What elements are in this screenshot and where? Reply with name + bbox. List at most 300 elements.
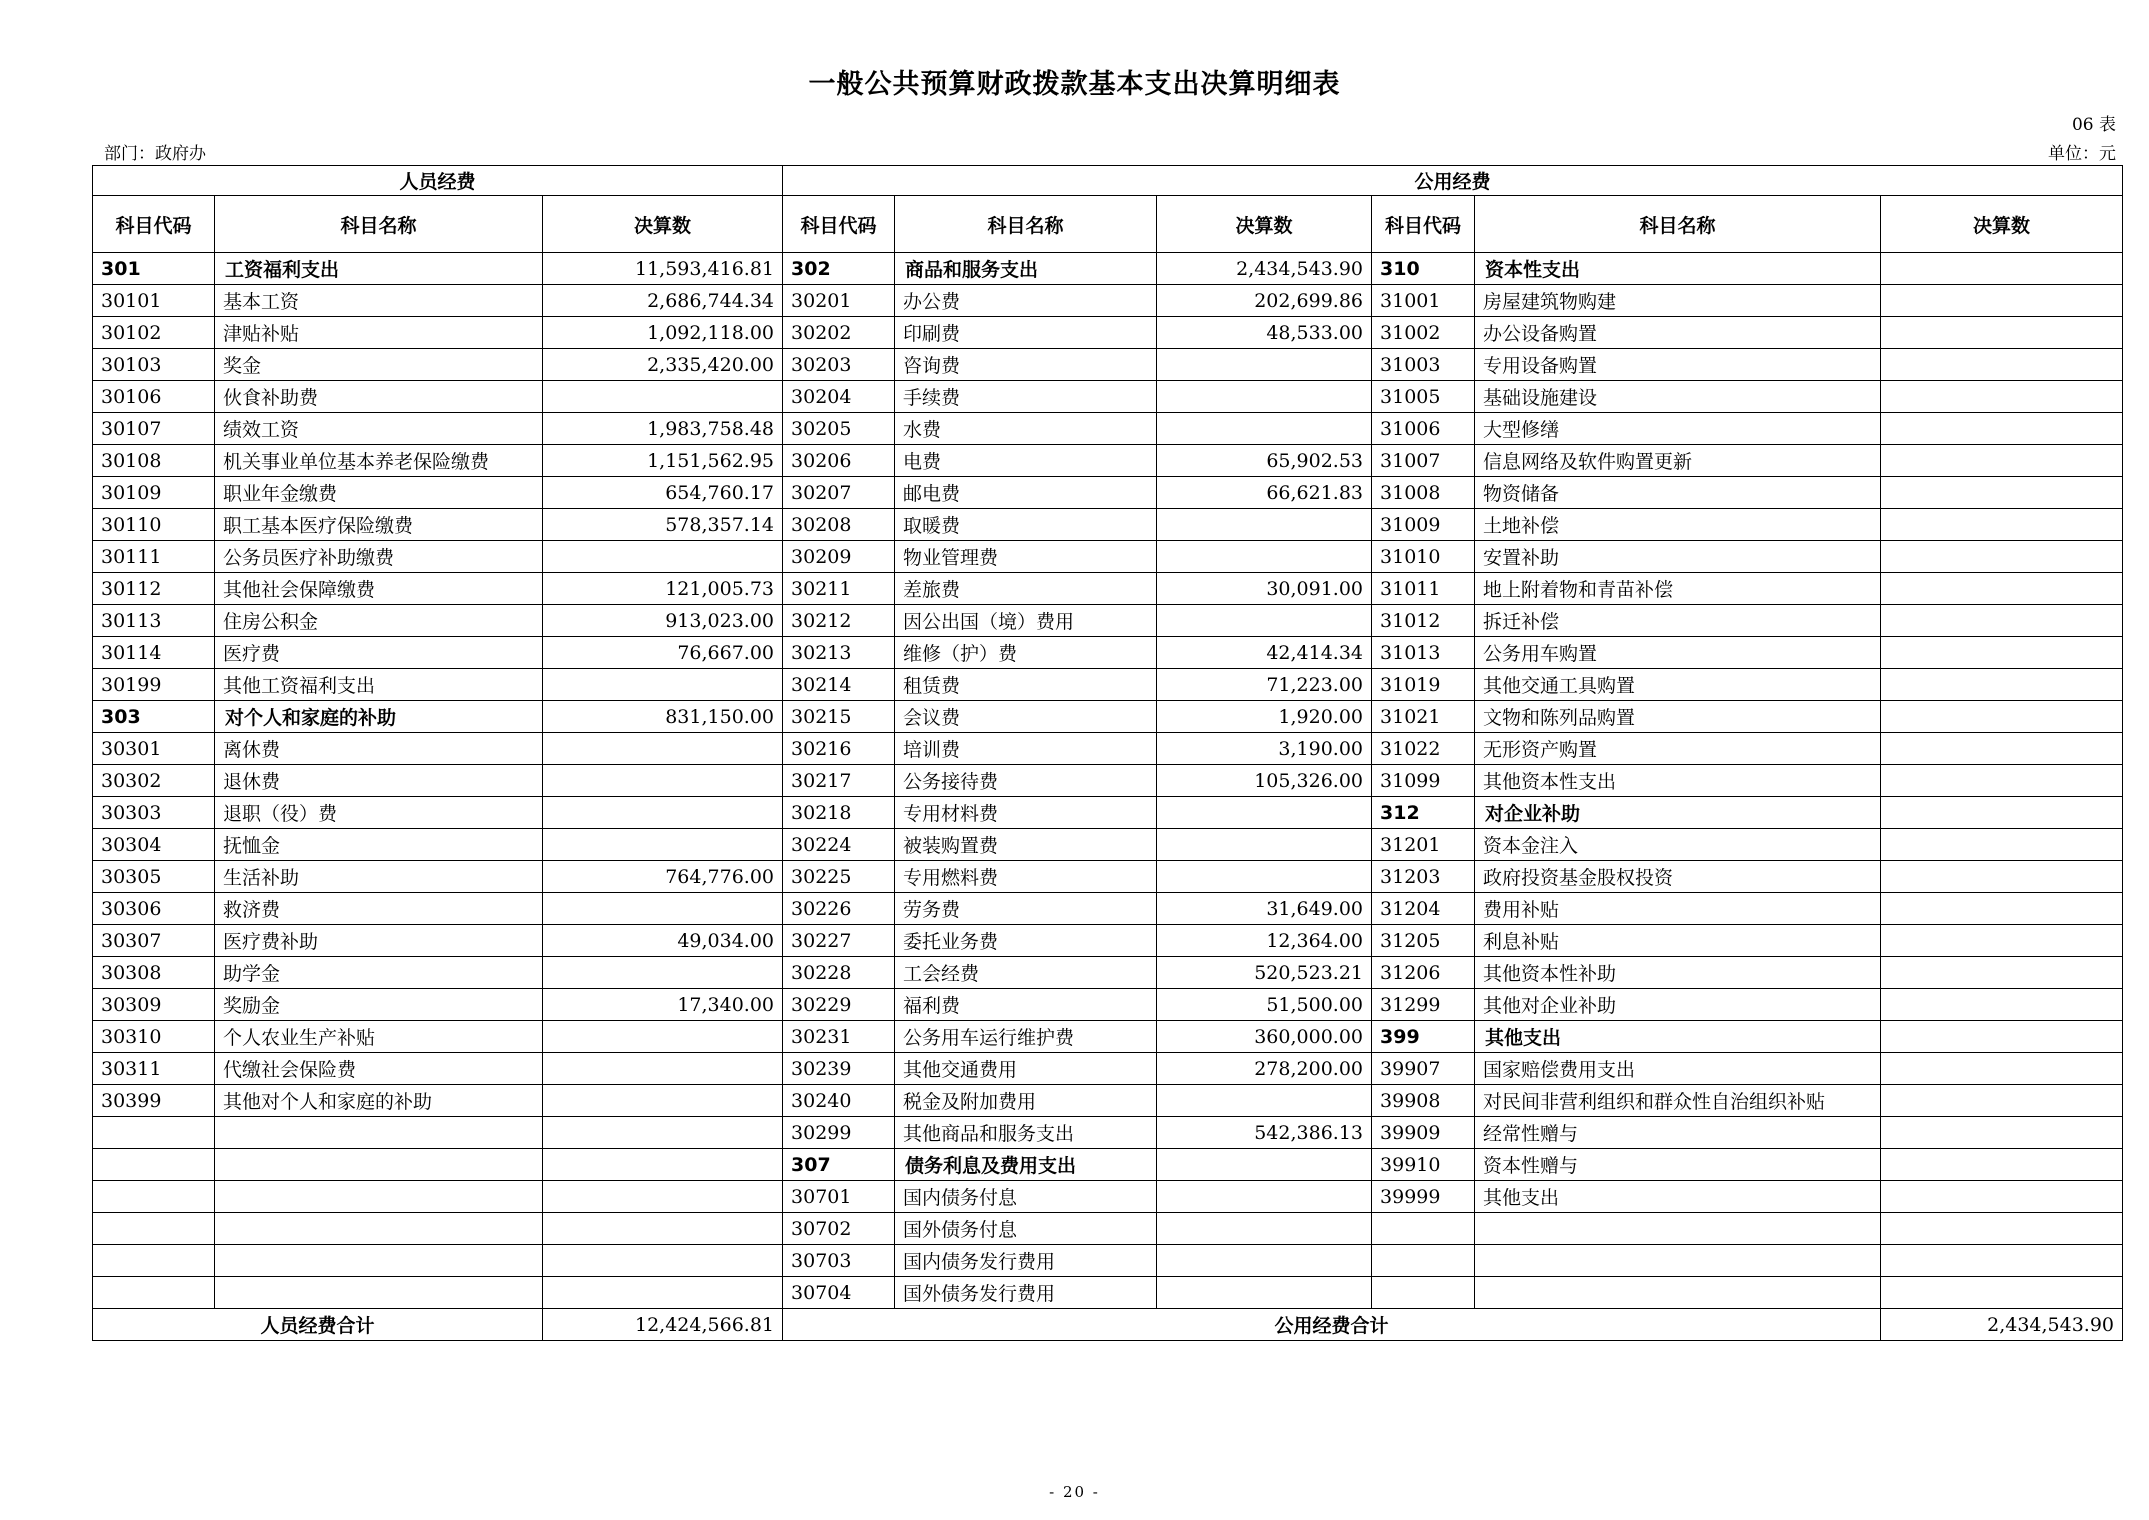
code-cell: 30207 bbox=[783, 477, 895, 509]
header-name: 科目名称 bbox=[895, 196, 1157, 253]
department-label: 部门：政府办 bbox=[104, 144, 206, 164]
code-cell: 31013 bbox=[1372, 637, 1475, 669]
amount-cell: 65,902.53 bbox=[1157, 445, 1372, 477]
name-cell bbox=[1475, 1277, 1881, 1309]
table-row bbox=[93, 861, 2123, 893]
table-row bbox=[93, 1245, 2123, 1277]
amount-cell: 12,364.00 bbox=[1157, 925, 1372, 957]
code-cell: 30110 bbox=[93, 509, 215, 541]
name-cell: 退休费 bbox=[215, 765, 543, 797]
amount-cell bbox=[1881, 1213, 2123, 1245]
name-cell: 其他交通工具购置 bbox=[1475, 669, 1881, 701]
name-cell: 培训费 bbox=[895, 733, 1157, 765]
table-row bbox=[93, 605, 2123, 637]
name-cell: 奖金 bbox=[215, 349, 543, 381]
name-cell: 其他社会保障缴费 bbox=[215, 573, 543, 605]
code-cell: 31008 bbox=[1372, 477, 1475, 509]
amount-cell bbox=[1881, 317, 2123, 349]
table-row bbox=[93, 509, 2123, 541]
header-amount: 决算数 bbox=[1881, 196, 2123, 253]
name-cell bbox=[215, 1117, 543, 1149]
code-cell: 30215 bbox=[783, 701, 895, 733]
code-cell: 30308 bbox=[93, 957, 215, 989]
table-row bbox=[93, 381, 2123, 413]
amount-cell: 542,386.13 bbox=[1157, 1117, 1372, 1149]
amount-cell: 2,686,744.34 bbox=[543, 285, 783, 317]
amount-cell: 1,983,758.48 bbox=[543, 413, 783, 445]
name-cell: 其他对企业补助 bbox=[1475, 989, 1881, 1021]
amount-cell bbox=[1157, 861, 1372, 893]
amount-cell bbox=[1881, 381, 2123, 413]
code-cell: 30304 bbox=[93, 829, 215, 861]
name-cell: 商品和服务支出 bbox=[895, 253, 1157, 285]
code-cell: 30303 bbox=[93, 797, 215, 829]
amount-cell: 202,699.86 bbox=[1157, 285, 1372, 317]
public-total-amount: 2,434,543.90 bbox=[1881, 1309, 2123, 1341]
name-cell bbox=[1475, 1245, 1881, 1277]
table-row bbox=[93, 637, 2123, 669]
code-cell: 30209 bbox=[783, 541, 895, 573]
name-cell: 物业管理费 bbox=[895, 541, 1157, 573]
code-cell: 31203 bbox=[1372, 861, 1475, 893]
name-cell: 其他资本性补助 bbox=[1475, 957, 1881, 989]
header-amount: 决算数 bbox=[1157, 196, 1372, 253]
name-cell: 费用补贴 bbox=[1475, 893, 1881, 925]
name-cell: 其他资本性支出 bbox=[1475, 765, 1881, 797]
code-cell: 31006 bbox=[1372, 413, 1475, 445]
amount-cell bbox=[1881, 1245, 2123, 1277]
name-cell: 生活补助 bbox=[215, 861, 543, 893]
header-amount: 决算数 bbox=[543, 196, 783, 253]
amount-cell bbox=[1157, 413, 1372, 445]
amount-cell: 831,150.00 bbox=[543, 701, 783, 733]
code-cell: 30202 bbox=[783, 317, 895, 349]
code-cell: 31012 bbox=[1372, 605, 1475, 637]
name-cell bbox=[215, 1245, 543, 1277]
amount-cell bbox=[1881, 765, 2123, 797]
name-cell: 其他商品和服务支出 bbox=[895, 1117, 1157, 1149]
code-cell: 30301 bbox=[93, 733, 215, 765]
table-row bbox=[93, 989, 2123, 1021]
code-cell bbox=[93, 1117, 215, 1149]
code-cell: 30111 bbox=[93, 541, 215, 573]
name-cell: 公务接待费 bbox=[895, 765, 1157, 797]
amount-cell: 42,414.34 bbox=[1157, 637, 1372, 669]
code-cell: 30229 bbox=[783, 989, 895, 1021]
public-total-label: 公用经费合计 bbox=[783, 1309, 1881, 1341]
table-row bbox=[93, 893, 2123, 925]
amount-cell bbox=[1881, 1181, 2123, 1213]
amount-cell bbox=[1881, 477, 2123, 509]
name-cell: 印刷费 bbox=[895, 317, 1157, 349]
name-cell: 安置补助 bbox=[1475, 541, 1881, 573]
amount-cell bbox=[1881, 701, 2123, 733]
amount-cell bbox=[1881, 669, 2123, 701]
code-cell: 30211 bbox=[783, 573, 895, 605]
code-cell: 30114 bbox=[93, 637, 215, 669]
name-cell: 取暖费 bbox=[895, 509, 1157, 541]
name-cell: 文物和陈列品购置 bbox=[1475, 701, 1881, 733]
code-cell: 30309 bbox=[93, 989, 215, 1021]
code-cell: 30217 bbox=[783, 765, 895, 797]
name-cell: 差旅费 bbox=[895, 573, 1157, 605]
code-cell: 31010 bbox=[1372, 541, 1475, 573]
amount-cell: 578,357.14 bbox=[543, 509, 783, 541]
amount-cell bbox=[1881, 253, 2123, 285]
amount-cell: 49,034.00 bbox=[543, 925, 783, 957]
name-cell bbox=[215, 1213, 543, 1245]
table-row bbox=[93, 445, 2123, 477]
table-row bbox=[93, 1213, 2123, 1245]
name-cell: 手续费 bbox=[895, 381, 1157, 413]
name-cell: 办公设备购置 bbox=[1475, 317, 1881, 349]
name-cell: 委托业务费 bbox=[895, 925, 1157, 957]
code-cell: 30307 bbox=[93, 925, 215, 957]
table-row bbox=[93, 1149, 2123, 1181]
name-cell: 租赁费 bbox=[895, 669, 1157, 701]
amount-cell bbox=[543, 1149, 783, 1181]
name-cell: 代缴社会保险费 bbox=[215, 1053, 543, 1085]
amount-cell bbox=[1881, 989, 2123, 1021]
name-cell: 专用设备购置 bbox=[1475, 349, 1881, 381]
name-cell: 税金及附加费用 bbox=[895, 1085, 1157, 1117]
amount-cell bbox=[1881, 861, 2123, 893]
name-cell: 被装购置费 bbox=[895, 829, 1157, 861]
name-cell bbox=[1475, 1213, 1881, 1245]
amount-cell bbox=[543, 541, 783, 573]
code-cell: 30228 bbox=[783, 957, 895, 989]
amount-cell: 1,092,118.00 bbox=[543, 317, 783, 349]
name-cell: 大型修缮 bbox=[1475, 413, 1881, 445]
name-cell: 基本工资 bbox=[215, 285, 543, 317]
code-cell: 39907 bbox=[1372, 1053, 1475, 1085]
header-name: 科目名称 bbox=[215, 196, 543, 253]
name-cell: 住房公积金 bbox=[215, 605, 543, 637]
table-row bbox=[93, 285, 2123, 317]
amount-cell bbox=[543, 957, 783, 989]
name-cell: 其他工资福利支出 bbox=[215, 669, 543, 701]
name-cell: 专用材料费 bbox=[895, 797, 1157, 829]
name-cell: 职工基本医疗保险缴费 bbox=[215, 509, 543, 541]
table-row bbox=[93, 541, 2123, 573]
code-cell: 31011 bbox=[1372, 573, 1475, 605]
code-cell: 30239 bbox=[783, 1053, 895, 1085]
name-cell: 机关事业单位基本养老保险缴费 bbox=[215, 445, 543, 477]
amount-cell bbox=[543, 669, 783, 701]
name-cell: 对企业补助 bbox=[1475, 797, 1881, 829]
name-cell: 公务用车运行维护费 bbox=[895, 1021, 1157, 1053]
table-row bbox=[93, 253, 2123, 285]
amount-cell bbox=[543, 1021, 783, 1053]
name-cell: 其他支出 bbox=[1475, 1181, 1881, 1213]
name-cell: 电费 bbox=[895, 445, 1157, 477]
table-row bbox=[93, 317, 2123, 349]
amount-cell bbox=[543, 893, 783, 925]
code-cell: 30107 bbox=[93, 413, 215, 445]
table-row bbox=[93, 829, 2123, 861]
code-cell bbox=[93, 1149, 215, 1181]
amount-cell bbox=[1881, 285, 2123, 317]
table-row bbox=[93, 1053, 2123, 1085]
code-cell bbox=[1372, 1213, 1475, 1245]
name-cell: 国家赔偿费用支出 bbox=[1475, 1053, 1881, 1085]
name-cell: 国内债务付息 bbox=[895, 1181, 1157, 1213]
code-cell: 30703 bbox=[783, 1245, 895, 1277]
code-cell: 30201 bbox=[783, 285, 895, 317]
amount-cell bbox=[1157, 1213, 1372, 1245]
code-cell: 30213 bbox=[783, 637, 895, 669]
code-cell: 31205 bbox=[1372, 925, 1475, 957]
name-cell: 维修（护）费 bbox=[895, 637, 1157, 669]
code-cell: 30310 bbox=[93, 1021, 215, 1053]
code-cell: 30224 bbox=[783, 829, 895, 861]
code-cell: 31099 bbox=[1372, 765, 1475, 797]
header-code: 科目代码 bbox=[783, 196, 895, 253]
table-row bbox=[93, 669, 2123, 701]
personnel-total-amount: 12,424,566.81 bbox=[543, 1309, 783, 1341]
amount-cell bbox=[1881, 573, 2123, 605]
code-cell: 30101 bbox=[93, 285, 215, 317]
name-cell: 助学金 bbox=[215, 957, 543, 989]
code-cell: 30102 bbox=[93, 317, 215, 349]
table-row bbox=[93, 349, 2123, 381]
amount-cell: 360,000.00 bbox=[1157, 1021, 1372, 1053]
code-cell: 30306 bbox=[93, 893, 215, 925]
code-cell: 30240 bbox=[783, 1085, 895, 1117]
amount-cell: 1,151,562.95 bbox=[543, 445, 783, 477]
totals-row bbox=[93, 1309, 2123, 1341]
table-row bbox=[93, 925, 2123, 957]
code-cell: 30231 bbox=[783, 1021, 895, 1053]
code-cell: 30212 bbox=[783, 605, 895, 637]
name-cell: 工资福利支出 bbox=[215, 253, 543, 285]
amount-cell bbox=[1157, 1277, 1372, 1309]
amount-cell bbox=[1881, 445, 2123, 477]
name-cell: 医疗费 bbox=[215, 637, 543, 669]
amount-cell bbox=[1881, 605, 2123, 637]
code-cell: 39999 bbox=[1372, 1181, 1475, 1213]
code-cell: 30204 bbox=[783, 381, 895, 413]
header-code: 科目代码 bbox=[1372, 196, 1475, 253]
amount-cell: 66,621.83 bbox=[1157, 477, 1372, 509]
name-cell: 无形资产购置 bbox=[1475, 733, 1881, 765]
table-row bbox=[93, 1085, 2123, 1117]
table-row bbox=[93, 1181, 2123, 1213]
amount-cell: 76,667.00 bbox=[543, 637, 783, 669]
name-cell: 对个人和家庭的补助 bbox=[215, 701, 543, 733]
name-cell: 资本性赠与 bbox=[1475, 1149, 1881, 1181]
amount-cell bbox=[543, 797, 783, 829]
name-cell: 办公费 bbox=[895, 285, 1157, 317]
amount-cell bbox=[1881, 1021, 2123, 1053]
amount-cell: 1,920.00 bbox=[1157, 701, 1372, 733]
name-cell: 劳务费 bbox=[895, 893, 1157, 925]
code-cell: 31001 bbox=[1372, 285, 1475, 317]
page-title: 一般公共预算财政拨款基本支出决算明细表 bbox=[808, 69, 1341, 100]
amount-cell bbox=[543, 1277, 783, 1309]
table-row bbox=[93, 573, 2123, 605]
code-cell: 31201 bbox=[1372, 829, 1475, 861]
code-cell: 30701 bbox=[783, 1181, 895, 1213]
amount-cell bbox=[543, 1053, 783, 1085]
amount-cell bbox=[1157, 829, 1372, 861]
code-cell: 31005 bbox=[1372, 381, 1475, 413]
name-cell: 资本金注入 bbox=[1475, 829, 1881, 861]
amount-cell bbox=[1881, 413, 2123, 445]
name-cell: 国外债务发行费用 bbox=[895, 1277, 1157, 1309]
name-cell: 咨询费 bbox=[895, 349, 1157, 381]
code-cell bbox=[93, 1277, 215, 1309]
code-cell: 30112 bbox=[93, 573, 215, 605]
code-cell: 30702 bbox=[783, 1213, 895, 1245]
name-cell: 对民间非营利组织和群众性自治组织补贴 bbox=[1475, 1085, 1881, 1117]
header-name: 科目名称 bbox=[1475, 196, 1881, 253]
name-cell: 工会经费 bbox=[895, 957, 1157, 989]
code-cell: 30214 bbox=[783, 669, 895, 701]
amount-cell: 17,340.00 bbox=[543, 989, 783, 1021]
code-cell bbox=[93, 1245, 215, 1277]
amount-cell bbox=[1157, 1085, 1372, 1117]
name-cell: 基础设施建设 bbox=[1475, 381, 1881, 413]
name-cell: 其他交通费用 bbox=[895, 1053, 1157, 1085]
name-cell: 房屋建筑物购建 bbox=[1475, 285, 1881, 317]
amount-cell bbox=[1881, 1117, 2123, 1149]
name-cell: 公务员医疗补助缴费 bbox=[215, 541, 543, 573]
name-cell: 抚恤金 bbox=[215, 829, 543, 861]
code-cell: 30226 bbox=[783, 893, 895, 925]
amount-cell: 11,593,416.81 bbox=[543, 253, 783, 285]
name-cell: 政府投资基金股权投资 bbox=[1475, 861, 1881, 893]
amount-cell bbox=[1881, 733, 2123, 765]
expenditure-table bbox=[92, 165, 2123, 1341]
amount-cell bbox=[1881, 957, 2123, 989]
amount-cell: 71,223.00 bbox=[1157, 669, 1372, 701]
amount-cell bbox=[1157, 381, 1372, 413]
code-cell: 39910 bbox=[1372, 1149, 1475, 1181]
code-cell: 31206 bbox=[1372, 957, 1475, 989]
code-cell: 31022 bbox=[1372, 733, 1475, 765]
code-cell: 30218 bbox=[783, 797, 895, 829]
amount-cell: 121,005.73 bbox=[543, 573, 783, 605]
name-cell bbox=[215, 1149, 543, 1181]
name-cell: 资本性支出 bbox=[1475, 253, 1881, 285]
name-cell: 物资储备 bbox=[1475, 477, 1881, 509]
table-row bbox=[93, 765, 2123, 797]
name-cell: 救济费 bbox=[215, 893, 543, 925]
name-cell: 拆迁补偿 bbox=[1475, 605, 1881, 637]
amount-cell bbox=[1157, 1245, 1372, 1277]
code-cell bbox=[1372, 1277, 1475, 1309]
amount-cell bbox=[543, 1085, 783, 1117]
section-personnel: 人员经费 bbox=[93, 166, 783, 196]
amount-cell: 3,190.00 bbox=[1157, 733, 1372, 765]
code-cell: 30399 bbox=[93, 1085, 215, 1117]
code-cell: 310 bbox=[1372, 253, 1475, 285]
amount-cell bbox=[1881, 637, 2123, 669]
table-row bbox=[93, 701, 2123, 733]
table-row bbox=[93, 733, 2123, 765]
amount-cell bbox=[543, 733, 783, 765]
code-cell: 31021 bbox=[1372, 701, 1475, 733]
code-cell: 30199 bbox=[93, 669, 215, 701]
code-cell: 30109 bbox=[93, 477, 215, 509]
name-cell: 国内债务发行费用 bbox=[895, 1245, 1157, 1277]
name-cell: 水费 bbox=[895, 413, 1157, 445]
code-cell: 30113 bbox=[93, 605, 215, 637]
code-cell: 31299 bbox=[1372, 989, 1475, 1021]
code-cell: 307 bbox=[783, 1149, 895, 1181]
code-cell: 30299 bbox=[783, 1117, 895, 1149]
code-cell: 30206 bbox=[783, 445, 895, 477]
name-cell bbox=[215, 1277, 543, 1309]
code-cell: 39908 bbox=[1372, 1085, 1475, 1117]
amount-cell: 278,200.00 bbox=[1157, 1053, 1372, 1085]
amount-cell bbox=[543, 765, 783, 797]
code-cell: 31204 bbox=[1372, 893, 1475, 925]
name-cell: 伙食补助费 bbox=[215, 381, 543, 413]
name-cell: 退职（役）费 bbox=[215, 797, 543, 829]
name-cell: 国外债务付息 bbox=[895, 1213, 1157, 1245]
amount-cell bbox=[1881, 1277, 2123, 1309]
amount-cell bbox=[543, 1245, 783, 1277]
table-row bbox=[93, 477, 2123, 509]
code-cell: 31009 bbox=[1372, 509, 1475, 541]
amount-cell bbox=[1881, 509, 2123, 541]
code-cell bbox=[1372, 1245, 1475, 1277]
name-cell: 利息补贴 bbox=[1475, 925, 1881, 957]
code-cell: 30311 bbox=[93, 1053, 215, 1085]
amount-cell bbox=[1157, 541, 1372, 573]
code-cell: 30208 bbox=[783, 509, 895, 541]
code-cell: 30302 bbox=[93, 765, 215, 797]
code-cell: 30108 bbox=[93, 445, 215, 477]
amount-cell bbox=[543, 1181, 783, 1213]
amount-cell bbox=[1157, 509, 1372, 541]
name-cell: 津贴补贴 bbox=[215, 317, 543, 349]
code-cell: 30205 bbox=[783, 413, 895, 445]
code-cell bbox=[93, 1181, 215, 1213]
code-cell bbox=[93, 1213, 215, 1245]
amount-cell bbox=[1157, 1149, 1372, 1181]
table-row bbox=[93, 1021, 2123, 1053]
name-cell: 职业年金缴费 bbox=[215, 477, 543, 509]
unit-label: 单位：元 bbox=[2048, 144, 2116, 164]
code-cell: 399 bbox=[1372, 1021, 1475, 1053]
amount-cell: 31,649.00 bbox=[1157, 893, 1372, 925]
amount-cell bbox=[1881, 893, 2123, 925]
amount-cell bbox=[543, 381, 783, 413]
page-number: - 20 - bbox=[1049, 1483, 1100, 1501]
amount-cell bbox=[543, 829, 783, 861]
code-cell: 302 bbox=[783, 253, 895, 285]
amount-cell: 51,500.00 bbox=[1157, 989, 1372, 1021]
name-cell: 公务用车购置 bbox=[1475, 637, 1881, 669]
name-cell: 其他对个人和家庭的补助 bbox=[215, 1085, 543, 1117]
code-cell: 30305 bbox=[93, 861, 215, 893]
amount-cell bbox=[1881, 797, 2123, 829]
amount-cell: 2,335,420.00 bbox=[543, 349, 783, 381]
code-cell: 30103 bbox=[93, 349, 215, 381]
amount-cell bbox=[1881, 925, 2123, 957]
amount-cell: 30,091.00 bbox=[1157, 573, 1372, 605]
name-cell: 债务利息及费用支出 bbox=[895, 1149, 1157, 1181]
name-cell: 邮电费 bbox=[895, 477, 1157, 509]
code-cell: 31007 bbox=[1372, 445, 1475, 477]
name-cell: 信息网络及软件购置更新 bbox=[1475, 445, 1881, 477]
amount-cell bbox=[1881, 541, 2123, 573]
amount-cell bbox=[1157, 797, 1372, 829]
amount-cell bbox=[1157, 605, 1372, 637]
